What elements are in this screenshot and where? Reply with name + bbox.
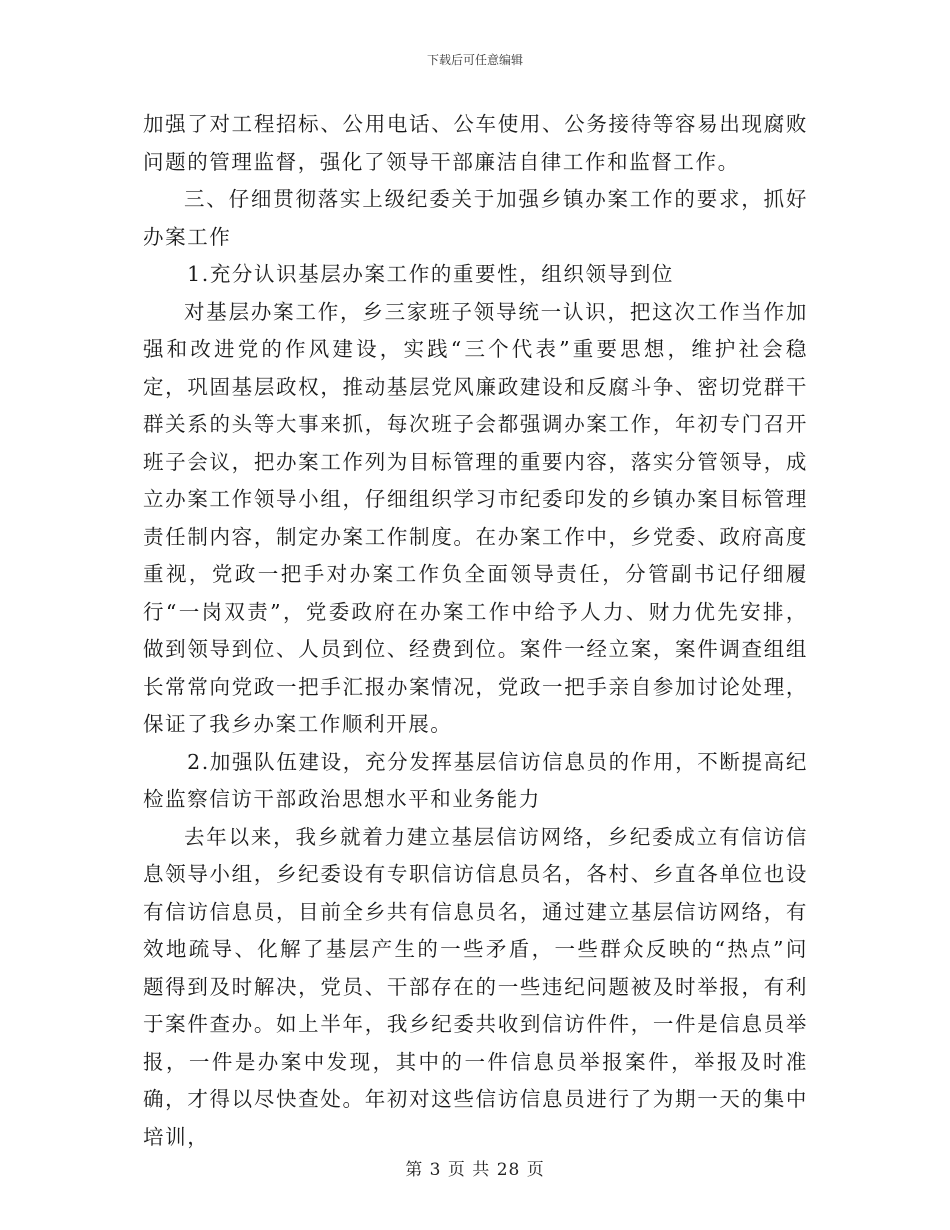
document-body xyxy=(143,106,808,1156)
page-number-footer: 第 3 页 共 28 页 xyxy=(405,1160,545,1180)
subsection-heading: 1.充分认识基层办案工作的重要性，组织领导到位 xyxy=(187,262,674,286)
paragraph: 对基层办案工作，乡三家班子领导统一认识，把这次工作当作加强和改进党的作风建设，实践“三个代表”重要思想，维护社会稳定，巩固基层政权，推动基层党风廉政建设和反腐斗争、密切党群干群关系的头等大事来抓，每次班子会都强调办案工作，年初专门召开班子会议，把办案工作列为目标管理的重要内容，落实分管领导，成立办案工作领导小组，仔细组织学习市纪委印发的乡镇办案目标管理责任制内容，制定办案工作制度。在办案工作中，乡党委、政府高度重视，党政一把手对办案工作负全面领导责任，分管副书记仔细履行“一岗双责”，党委政府在办案工作中给予人力、财力优先安排，做到领导到位、人员到位、经费到位。案件一经立案，案件调查组组长常常向党政一把手汇报办案情况，党政一把手亲自参加讨论处理，保证了我乡办案工作顺利开展。 xyxy=(143,299,808,736)
subsection-heading: 2.加强队伍建设，充分发挥基层信访信息员的作用，不断提高纪检监察信访干部政治思想水平和业务能力 xyxy=(143,749,808,811)
section-heading: 三、仔细贯彻落实上级纪委关于加强乡镇办案工作的要求，抓好办案工作 xyxy=(143,187,808,249)
paragraph: 去年以来，我乡就着力建立基层信访网络，乡纪委成立有信访信息领导小组，乡纪委设有专职信访信息员名，各村、乡直各单位也设有信访信息员，目前全乡共有信息员名，通过建立基层信访网络，有效地疏导、化解了基层产生的一些矛盾，一些群众反映的“热点”问题得到及时解决，党员、干部存在的一些违纪问题被及时举报，有利于案件查办。如上半年，我乡纪委共收到信访件件，一件是信息员举报，一件是办案中发现，其中的一件信息员举报案件，举报及时准确，才得以尽快查处。年初对这些信访信息员进行了为期一天的集中培训， xyxy=(143,824,808,1149)
page-header-note: 下载后可任意编辑 xyxy=(426,53,523,67)
paragraph: 加强了对工程招标、公用电话、公车使用、公务接待等容易出现腐败问题的管理监督，强化了领导干部廉洁自律工作和监督工作。 xyxy=(143,112,808,174)
